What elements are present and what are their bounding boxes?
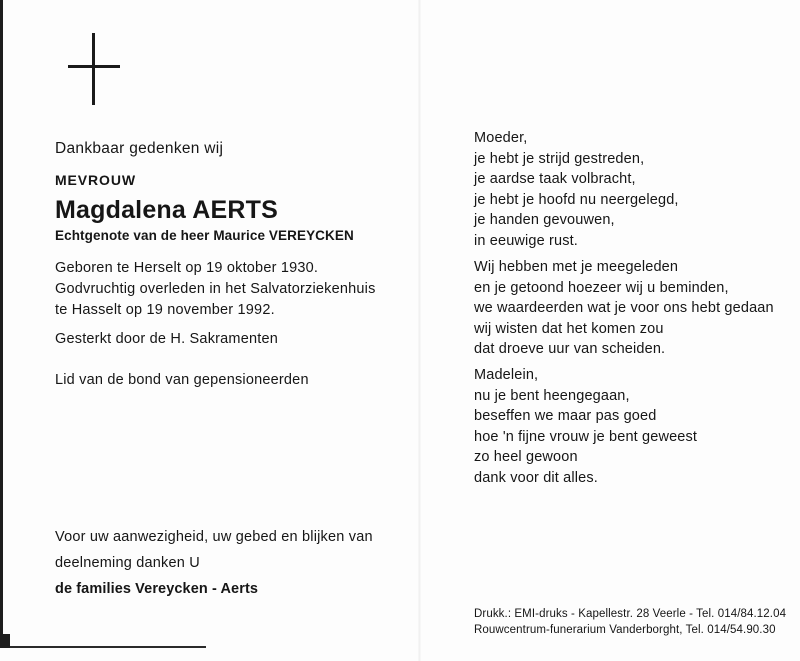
- deceased-name: Magdalena AERTS: [55, 196, 278, 224]
- thanks-line-2: deelneming danken U: [55, 555, 200, 571]
- lead-line: Dankbaar gedenken wij: [55, 140, 224, 157]
- poem-line: je aardse taak volbracht,: [474, 171, 636, 187]
- cross-horizontal-bar: [68, 65, 120, 68]
- latin-cross-icon: [68, 33, 120, 105]
- paper-fold-crease: [418, 0, 421, 661]
- poem-line: in eeuwige rust.: [474, 232, 578, 249]
- poem-line: we waardeerden wat je voor ons hebt gedaan: [474, 300, 774, 316]
- poem-line: dat droeve uur van scheiden.: [474, 341, 666, 357]
- printer-line-1: Drukk.: EMI-druks - Kapellestr. 28 Veerle - Tel. 014/84.12.04: [474, 608, 787, 620]
- printer-line-2: Rouwcentrum-funerarium Vanderborght, Tel. 014/54.90.30: [474, 624, 776, 636]
- left-panel: [55, 0, 400, 661]
- right-panel: [474, 0, 794, 661]
- biography-block: [55, 258, 376, 321]
- scan-edge-left: [0, 0, 3, 648]
- poem-line: je hebt je strijd gestreden,: [474, 150, 645, 167]
- death-line-2: te Hasselt op 19 november 1992.: [55, 302, 275, 318]
- poem-stanza-3: [474, 365, 697, 488]
- poem-line: wij wisten dat het komen zou: [474, 320, 664, 337]
- poem-line: Moeder,: [474, 130, 528, 146]
- membership-line: Lid van de bond van gepensioneerden: [55, 372, 309, 388]
- cross-vertical-bar: [92, 33, 95, 105]
- poem-line: zo heel gewoon: [474, 449, 578, 465]
- poem-line: dank voor dit alles.: [474, 469, 598, 486]
- sacraments-line: Gesterkt door de H. Sakramenten: [55, 331, 278, 347]
- birth-line: Geboren te Herselt op 19 oktober 1930.: [55, 260, 319, 276]
- honorific: MEVROUW: [55, 172, 136, 188]
- scan-edge-corner: [0, 634, 10, 648]
- poem-line: en je getoond hoezeer wij u beminden,: [474, 279, 729, 296]
- poem-line: Wij hebben met je meegeleden: [474, 259, 679, 275]
- families-signature: de families Vereycken - Aerts: [55, 581, 259, 597]
- printer-credit: [474, 606, 786, 638]
- death-line-1: Godvruchtig overleden in het Salvatorziekenhuis: [55, 281, 376, 297]
- thanks-block: [55, 524, 373, 602]
- poem-line: je handen gevouwen,: [474, 212, 615, 228]
- poem-line: beseffen we maar pas goed: [474, 408, 657, 424]
- thanks-line-1: Voor uw aanwezigheid, uw gebed en blijken van: [55, 529, 373, 545]
- poem-stanza-1: [474, 128, 679, 251]
- poem-stanza-2: [474, 257, 774, 360]
- poem-line: Madelein,: [474, 367, 539, 383]
- spouse-line: Echtgenote van de heer Maurice VEREYCKEN: [55, 228, 354, 243]
- poem-line: je hebt je hoofd nu neergelegd,: [474, 191, 679, 208]
- poem-line: nu je bent heengegaan,: [474, 387, 630, 404]
- poem-line: hoe 'n fijne vrouw je bent geweest: [474, 428, 698, 445]
